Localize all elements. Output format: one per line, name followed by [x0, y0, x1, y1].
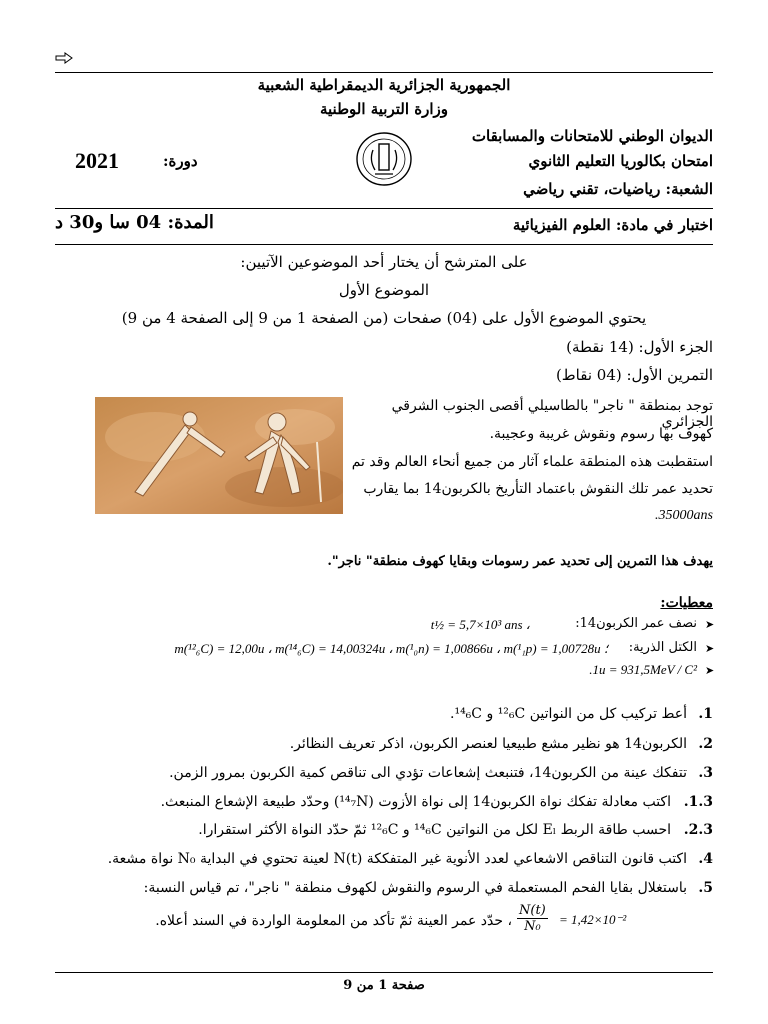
logo-icon [355, 130, 413, 188]
choose-note: على المترشح أن يختار أحد الموضوعين الآتيين: [240, 253, 528, 271]
text-p4: تحديد عمر تلك النقوش باعتماد التأريخ بالكربون14 بما يقارب [363, 481, 713, 497]
masses-value: m(¹²₆C) = 12,00u ، m(¹⁴₆C) = 14,00324u ، m(¹₀n) = 1,00866u ، m(¹₁p) = 1,00728u ؛ [174, 641, 608, 656]
goal: يهدف هذا التمرين إلى تحديد عمر رسومات وبقايا كهوف منطقة" ناجر". [327, 554, 713, 569]
text-p1: توجد بمنطقة " ناجر" بالطاسيلي أقصى الجنوب الشرقي الجزائري [391, 398, 713, 430]
header-office: الديوان الوطني للامتحانات والمسابقات [471, 127, 713, 145]
question-3-2: .2.3 احسب طاقة الربط Eₗ لكل من النواتين ¹⁴₆C و ¹²₆C ثمّ حدّد النواة الأكثر استقرارا. [198, 822, 713, 838]
question-5-ratio: ، حدّد عمر العينة ثمّ تأكد من المعلومة الواردة في السند أعلاه. $\frac{N(t)}{\text{N₀}}$ = 1,42×10⁻² [240, 903, 687, 941]
question-3: .3 تتفكك عينة من الكربون14، فتنبعث إشعاعات تؤدي الى تناقص كمية الكربون بمرور الزمن. [169, 765, 713, 781]
page-number: صفحة 1 من 9 [343, 978, 425, 993]
pages-note: يحتوي الموضوع الأول على (04) صفحات (من الصفحة 1 من 9 إلى الصفحة 4 من 9) [121, 309, 647, 327]
header-branch: الشعبة: رياضيات، تقني رياضي [523, 180, 713, 198]
question-4: .4 اكتب قانون التناقص الاشعاعي لعدد الأنوية غير المتفككة N(t) لعينة تحتوي في البداية N₀ نواة مشعة. [107, 851, 713, 867]
question-3-1: .1.3 اكتب معادلة تفكك نواة الكربون14 إلى نواة الأزوت (¹⁴₇N) وحدّد طبيعة الإشعاع المنبعث. [160, 794, 713, 810]
bullet-icon: ➤ [705, 642, 715, 655]
unit-value: .1u = 931,5MeV / C² [589, 662, 697, 677]
header-rule [55, 208, 713, 209]
header-ministry: وزارة التربية الوطنية [319, 100, 448, 118]
arrow-right-icon [55, 52, 73, 64]
footer-rule [55, 972, 713, 973]
header-exam: امتحان بكالوريا التعليم الثانوي [528, 152, 713, 170]
bullet-icon: ➤ [705, 618, 715, 631]
text-p3: استقطبت هذه المنطقة علماء آثار من جميع أنحاء العالم وقد تم [351, 454, 713, 470]
ratio-value: = 1,42×10⁻² [559, 912, 627, 927]
data-title: معطيات: [660, 595, 713, 611]
session [75, 148, 205, 174]
header-republic: الجمهورية الجزائرية الديمقراطية الشعبية [257, 76, 511, 94]
topic-title: الموضوع الأول [338, 281, 430, 299]
bullet-icon: ➤ [705, 664, 715, 677]
text-p2: كهوف بها رسوم ونقوش غريبة وعجيبة. [489, 426, 713, 442]
session-label: دورة: [163, 152, 198, 170]
ratio-denominator: N₀ [524, 919, 541, 934]
halflife-label: نصف عمر الكربون14: [575, 616, 697, 631]
ratio-numerator: N(t) [519, 903, 546, 918]
masses-label: الكتل الذرية: [628, 640, 697, 655]
question-2: .2 الكربون14 هو نظير مشع طبيعيا لعنصر الكربون، اذكر تعريف النظائر. [289, 736, 713, 752]
question-5: .5 باستغلال بقايا الفحم المستعملة في الرسوم والنقوش لكهوف منطقة " ناجر"، تم قياس النسبة: [143, 880, 713, 896]
duration: المدة: 04 سا و30 د [55, 212, 214, 233]
rock-art-image [95, 397, 343, 514]
session-year: 2021 [75, 148, 119, 173]
halflife-value: t½ = 5,7×10³ ans ، [430, 617, 530, 632]
text-p5: .35000ans [655, 508, 713, 523]
exercise-title: التمرين الأول: (04 نقاط) [555, 366, 713, 384]
part-title: الجزء الأول: (14 نقطة) [566, 338, 713, 356]
ratio-formula [517, 903, 687, 941]
question-1: .1 أعط تركيب كل من النواتين ¹²₆C و ¹⁴₆C. [450, 706, 713, 722]
top-rule [55, 72, 713, 73]
subject-rule [55, 244, 713, 245]
subject: اختبار في مادة: العلوم الفيزيائية [512, 216, 713, 234]
